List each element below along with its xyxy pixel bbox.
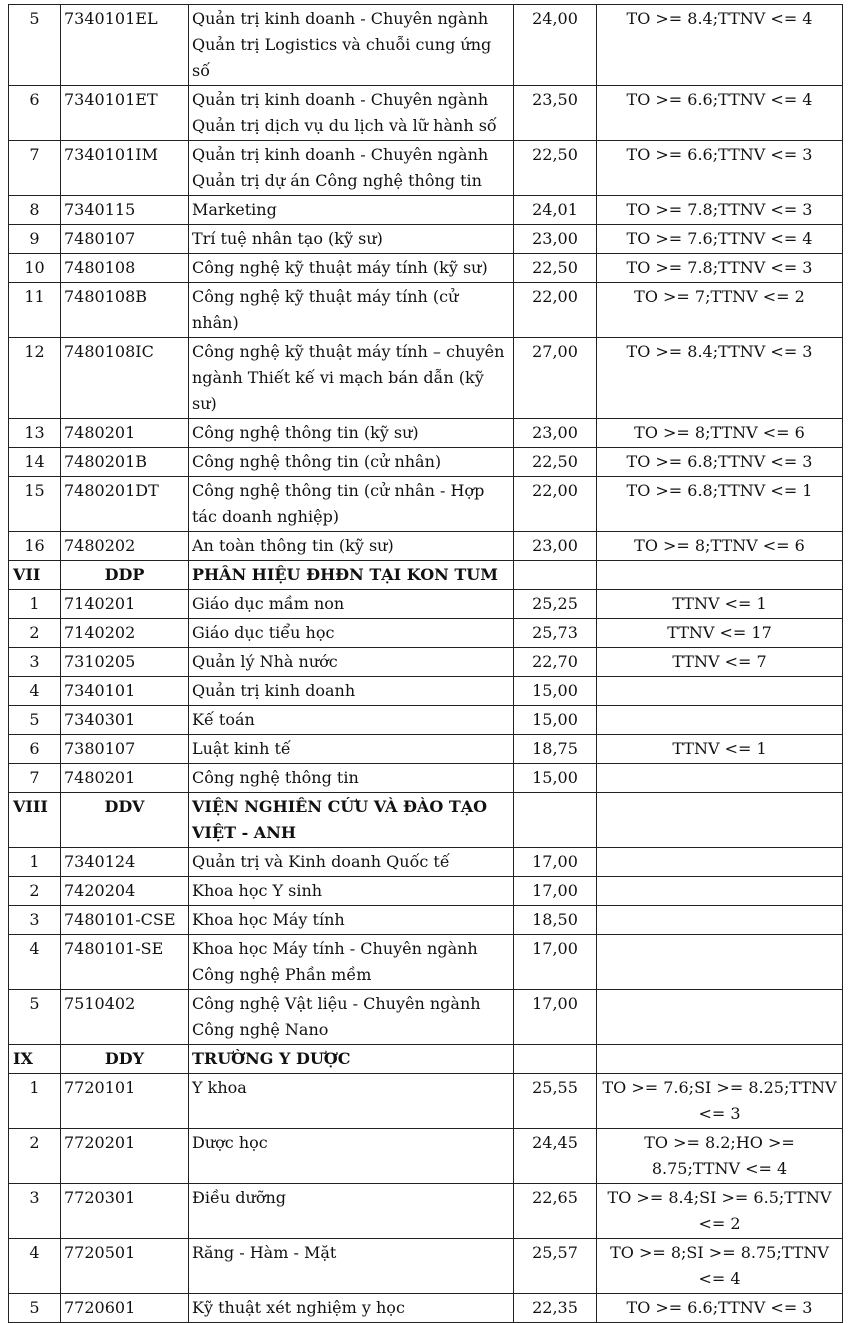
tie-break-condition: TO >= 7.8;TTNV <= 3	[597, 196, 843, 225]
row-number: 4	[9, 1239, 61, 1294]
admission-score: 17,00	[514, 848, 597, 877]
tie-break-condition: TO >= 7.6;TTNV <= 4	[597, 225, 843, 254]
major-name: Quản trị và Kinh doanh Quốc tế	[189, 848, 514, 877]
table-row	[9, 906, 843, 935]
admission-score: 24,45	[514, 1129, 597, 1184]
table-row	[9, 648, 843, 677]
major-code: 7720501	[61, 1239, 189, 1294]
major-code: DDV	[61, 793, 189, 848]
row-number: 5	[9, 706, 61, 735]
major-code: 7340115	[61, 196, 189, 225]
table-row	[9, 1074, 843, 1129]
row-number: 2	[9, 619, 61, 648]
major-code: 7480201DT	[61, 477, 189, 532]
row-number: 3	[9, 906, 61, 935]
major-name: Y khoa	[189, 1074, 514, 1129]
major-code: 7510402	[61, 990, 189, 1045]
table-row	[9, 877, 843, 906]
major-name: Giáo dục mầm non	[189, 590, 514, 619]
admission-score: 24,00	[514, 5, 597, 86]
major-name: Trí tuệ nhân tạo (kỹ sư)	[189, 225, 514, 254]
major-name: Quản lý Nhà nước	[189, 648, 514, 677]
tie-break-condition	[597, 793, 843, 848]
admission-score-table	[8, 4, 843, 1323]
table-row	[9, 590, 843, 619]
major-code: 7340101IM	[61, 141, 189, 196]
major-code: 7480108	[61, 254, 189, 283]
admission-score: 17,00	[514, 877, 597, 906]
major-code: 7480101-CSE	[61, 906, 189, 935]
major-name: Công nghệ thông tin (cử nhân - Hợp tác doanh nghiệp)	[189, 477, 514, 532]
table-row	[9, 283, 843, 338]
admission-score: 24,01	[514, 196, 597, 225]
tie-break-condition	[597, 1045, 843, 1074]
row-number: 7	[9, 141, 61, 196]
major-name: Công nghệ Vật liệu - Chuyên ngành Công nghệ Nano	[189, 990, 514, 1045]
tie-break-condition: TO >= 6.8;TTNV <= 3	[597, 448, 843, 477]
admission-score: 22,50	[514, 141, 597, 196]
major-name: Quản trị kinh doanh - Chuyên ngành Quản trị dịch vụ du lịch và lữ hành số	[189, 86, 514, 141]
tie-break-condition	[597, 764, 843, 793]
admission-score: 17,00	[514, 990, 597, 1045]
row-number: 5	[9, 5, 61, 86]
table-row	[9, 338, 843, 419]
tie-break-condition	[597, 990, 843, 1045]
tie-break-condition	[597, 906, 843, 935]
admission-score: 22,35	[514, 1294, 597, 1323]
major-code: 7480108B	[61, 283, 189, 338]
tie-break-condition: TO >= 7.8;TTNV <= 3	[597, 254, 843, 283]
tie-break-condition	[597, 677, 843, 706]
tie-break-condition: TTNV <= 1	[597, 735, 843, 764]
row-number: IX	[9, 1045, 61, 1074]
major-name: An toàn thông tin (kỹ sư)	[189, 532, 514, 561]
admission-score: 15,00	[514, 706, 597, 735]
row-number: 3	[9, 1184, 61, 1239]
major-name: Công nghệ thông tin	[189, 764, 514, 793]
tie-break-condition: TO >= 8.2;HO >= 8.75;TTNV <= 4	[597, 1129, 843, 1184]
tie-break-condition	[597, 935, 843, 990]
tie-break-condition: TO >= 7.6;SI >= 8.25;TTNV <= 3	[597, 1074, 843, 1129]
admission-score: 15,00	[514, 764, 597, 793]
admission-score: 27,00	[514, 338, 597, 419]
major-code: 7480201	[61, 764, 189, 793]
row-number: 10	[9, 254, 61, 283]
major-name: Quản trị kinh doanh	[189, 677, 514, 706]
major-code: 7340301	[61, 706, 189, 735]
tie-break-condition: TO >= 6.6;TTNV <= 3	[597, 141, 843, 196]
major-code: 7720201	[61, 1129, 189, 1184]
row-number: 4	[9, 677, 61, 706]
major-name: Khoa học Máy tính - Chuyên ngành Công nghệ Phần mềm	[189, 935, 514, 990]
admission-score: 22,50	[514, 448, 597, 477]
tie-break-condition: TO >= 6.8;TTNV <= 1	[597, 477, 843, 532]
tie-break-condition	[597, 561, 843, 590]
admission-score: 25,55	[514, 1074, 597, 1129]
row-number: 5	[9, 990, 61, 1045]
major-name: Điều dưỡng	[189, 1184, 514, 1239]
major-code: 7340101EL	[61, 5, 189, 86]
major-code: 7340101ET	[61, 86, 189, 141]
table-row	[9, 735, 843, 764]
major-code: 7480101-SE	[61, 935, 189, 990]
section-header-row	[9, 1045, 843, 1074]
table-row	[9, 141, 843, 196]
tie-break-condition: TO >= 6.6;TTNV <= 4	[597, 86, 843, 141]
major-name: Công nghệ thông tin (cử nhân)	[189, 448, 514, 477]
major-name: Quản trị kinh doanh - Chuyên ngành Quản trị Logistics và chuỗi cung ứng số	[189, 5, 514, 86]
table-row	[9, 477, 843, 532]
major-name: Khoa học Máy tính	[189, 906, 514, 935]
row-number: 7	[9, 764, 61, 793]
admission-score: 22,50	[514, 254, 597, 283]
tie-break-condition	[597, 877, 843, 906]
row-number: 1	[9, 590, 61, 619]
tie-break-condition: TTNV <= 7	[597, 648, 843, 677]
major-name: Giáo dục tiểu học	[189, 619, 514, 648]
row-number: VII	[9, 561, 61, 590]
admission-score: 22,00	[514, 283, 597, 338]
tie-break-condition: TTNV <= 17	[597, 619, 843, 648]
table-row	[9, 1239, 843, 1294]
major-name: Công nghệ kỹ thuật máy tính (kỹ sư)	[189, 254, 514, 283]
major-code: 7310205	[61, 648, 189, 677]
major-code: 7340124	[61, 848, 189, 877]
table-row	[9, 225, 843, 254]
row-number: 15	[9, 477, 61, 532]
admission-score: 25,57	[514, 1239, 597, 1294]
table-row	[9, 619, 843, 648]
section-header-row	[9, 793, 843, 848]
row-number: 11	[9, 283, 61, 338]
table-row	[9, 990, 843, 1045]
row-number: 4	[9, 935, 61, 990]
major-code: 7140202	[61, 619, 189, 648]
tie-break-condition: TO >= 8.4;TTNV <= 3	[597, 338, 843, 419]
major-name: Công nghệ kỹ thuật máy tính (cử nhân)	[189, 283, 514, 338]
tie-break-condition: TO >= 8.4;TTNV <= 4	[597, 5, 843, 86]
major-code: 7420204	[61, 877, 189, 906]
row-number: VIII	[9, 793, 61, 848]
major-name: Marketing	[189, 196, 514, 225]
table-row	[9, 86, 843, 141]
row-number: 14	[9, 448, 61, 477]
row-number: 3	[9, 648, 61, 677]
admission-score: 25,73	[514, 619, 597, 648]
row-number: 5	[9, 1294, 61, 1323]
major-name: Răng - Hàm - Mặt	[189, 1239, 514, 1294]
tie-break-condition: TTNV <= 1	[597, 590, 843, 619]
major-code: 7480201	[61, 419, 189, 448]
major-name: Luật kinh tế	[189, 735, 514, 764]
row-number: 2	[9, 1129, 61, 1184]
admission-score	[514, 793, 597, 848]
major-name: Công nghệ thông tin (kỹ sư)	[189, 419, 514, 448]
admission-score: 23,00	[514, 419, 597, 448]
table-row	[9, 5, 843, 86]
row-number: 16	[9, 532, 61, 561]
table-row	[9, 935, 843, 990]
section-header-row	[9, 561, 843, 590]
major-name: Kỹ thuật xét nghiệm y học	[189, 1294, 514, 1323]
major-name: VIỆN NGHIÊN CỨU VÀ ĐÀO TẠO VIỆT - ANH	[189, 793, 514, 848]
major-code: 7720301	[61, 1184, 189, 1239]
tie-break-condition: TO >= 7;TTNV <= 2	[597, 283, 843, 338]
admission-score: 22,00	[514, 477, 597, 532]
major-code: DDP	[61, 561, 189, 590]
major-name: Quản trị kinh doanh - Chuyên ngành Quản trị dự án Công nghệ thông tin	[189, 141, 514, 196]
tie-break-condition: TO >= 6.6;TTNV <= 3	[597, 1294, 843, 1323]
major-code: 7340101	[61, 677, 189, 706]
table-row	[9, 706, 843, 735]
row-number: 2	[9, 877, 61, 906]
row-number: 6	[9, 86, 61, 141]
tie-break-condition	[597, 706, 843, 735]
admission-score: 25,25	[514, 590, 597, 619]
row-number: 1	[9, 848, 61, 877]
table-row	[9, 196, 843, 225]
table-row	[9, 1129, 843, 1184]
table-row	[9, 254, 843, 283]
row-number: 8	[9, 196, 61, 225]
major-code: 7480202	[61, 532, 189, 561]
table-row	[9, 764, 843, 793]
major-name: Công nghệ kỹ thuật máy tính – chuyên ngành Thiết kế vi mạch bán dẫn (kỹ sư)	[189, 338, 514, 419]
major-name: Khoa học Y sinh	[189, 877, 514, 906]
major-code: 7480107	[61, 225, 189, 254]
admission-score: 23,00	[514, 225, 597, 254]
admission-score: 23,00	[514, 532, 597, 561]
major-code: 7480201B	[61, 448, 189, 477]
row-number: 9	[9, 225, 61, 254]
tie-break-condition: TO >= 8.4;SI >= 6.5;TTNV <= 2	[597, 1184, 843, 1239]
table-row	[9, 1294, 843, 1323]
admission-score: 18,50	[514, 906, 597, 935]
major-name: Dược học	[189, 1129, 514, 1184]
major-name: TRƯỜNG Y DƯỢC	[189, 1045, 514, 1074]
table-row	[9, 1184, 843, 1239]
major-name: Kế toán	[189, 706, 514, 735]
major-code: 7480108IC	[61, 338, 189, 419]
table-row	[9, 448, 843, 477]
major-name: PHÂN HIỆU ĐHĐN TẠI KON TUM	[189, 561, 514, 590]
table-row	[9, 419, 843, 448]
tie-break-condition: TO >= 8;TTNV <= 6	[597, 532, 843, 561]
admission-score: 23,50	[514, 86, 597, 141]
admission-score	[514, 561, 597, 590]
admission-score: 15,00	[514, 677, 597, 706]
major-code: 7380107	[61, 735, 189, 764]
admission-score: 17,00	[514, 935, 597, 990]
tie-break-condition	[597, 848, 843, 877]
row-number: 1	[9, 1074, 61, 1129]
admission-score	[514, 1045, 597, 1074]
table-row	[9, 677, 843, 706]
major-code: 7720101	[61, 1074, 189, 1129]
admission-score: 22,65	[514, 1184, 597, 1239]
tie-break-condition: TO >= 8;TTNV <= 6	[597, 419, 843, 448]
admission-score: 18,75	[514, 735, 597, 764]
table-row	[9, 848, 843, 877]
major-code: 7720601	[61, 1294, 189, 1323]
row-number: 12	[9, 338, 61, 419]
admission-score: 22,70	[514, 648, 597, 677]
major-code: 7140201	[61, 590, 189, 619]
major-code: DDY	[61, 1045, 189, 1074]
row-number: 6	[9, 735, 61, 764]
table-row	[9, 532, 843, 561]
row-number: 13	[9, 419, 61, 448]
tie-break-condition: TO >= 8;SI >= 8.75;TTNV <= 4	[597, 1239, 843, 1294]
table-body	[9, 5, 843, 1323]
